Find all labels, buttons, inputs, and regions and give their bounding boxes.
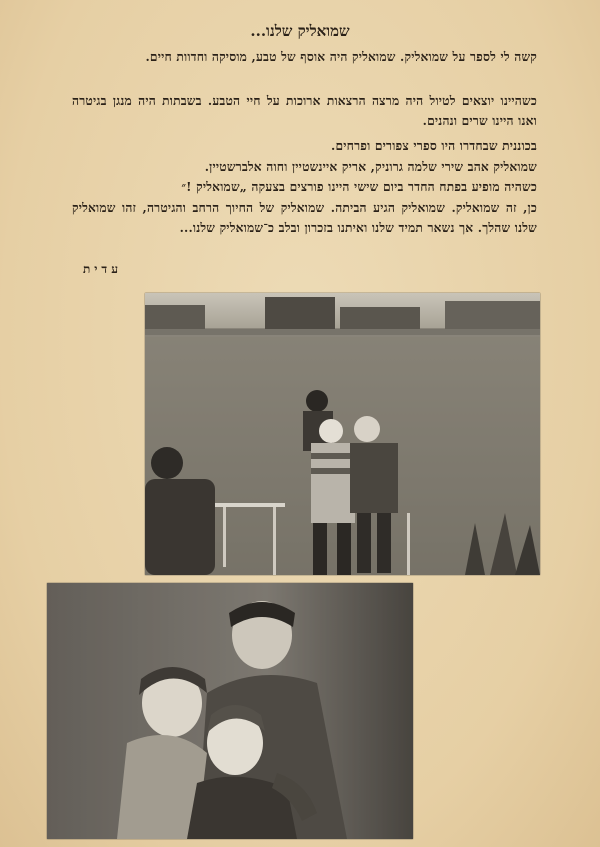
paragraph-text: שמואליק אהב שירי שלמה גרוניק, אריק איינשטיין וחוה אלברשטיין.	[204, 160, 537, 174]
paragraph-4	[72, 158, 537, 178]
article-title: שמואליק שלנו...	[250, 22, 350, 40]
paragraph-text: כשהיה מופיע בפתח החדר ביום שישי היינו פורצים בצעקה „שמואליק !״	[181, 180, 537, 194]
photo-children-embracing	[47, 583, 413, 839]
paragraph-text: קשה לי לספר על שמואליק. שמואליק היה אוסף של טבע, מוסיקה וחדוות חיים.	[145, 50, 537, 64]
paragraph-3	[72, 137, 537, 157]
paragraph-text: כן, זה שמואליק. שמואליק הגיע הביתה. שמואליק של החיוך הרחב והגיטרה, זהו שמואליק שלנו שהלך. אך נשאר תמיד שלנו ואיתנו בזכרון ובלב כ־שמואליק שלנו...	[72, 201, 537, 235]
author-signature: עדית	[82, 262, 122, 276]
paragraph-5	[72, 178, 537, 198]
paragraph-1	[72, 48, 537, 68]
paragraph-2	[72, 92, 537, 131]
paragraph-text: כשהיינו יוצאים לטיול היה מרצה הרצאות ארוכות על חיי הטבע. בשבתות היה מנגן בגיטרה ואנו היינו שרים ונהנים.	[72, 94, 537, 128]
paragraph-6	[72, 199, 537, 238]
photo-children-on-lawn	[145, 293, 540, 575]
paragraph-text: בכוננית שבחדרו היו ספרי צפורים ופרחים.	[331, 139, 537, 153]
photo-children-embracing-image	[47, 583, 413, 839]
photo-children-on-lawn-image	[145, 293, 540, 575]
